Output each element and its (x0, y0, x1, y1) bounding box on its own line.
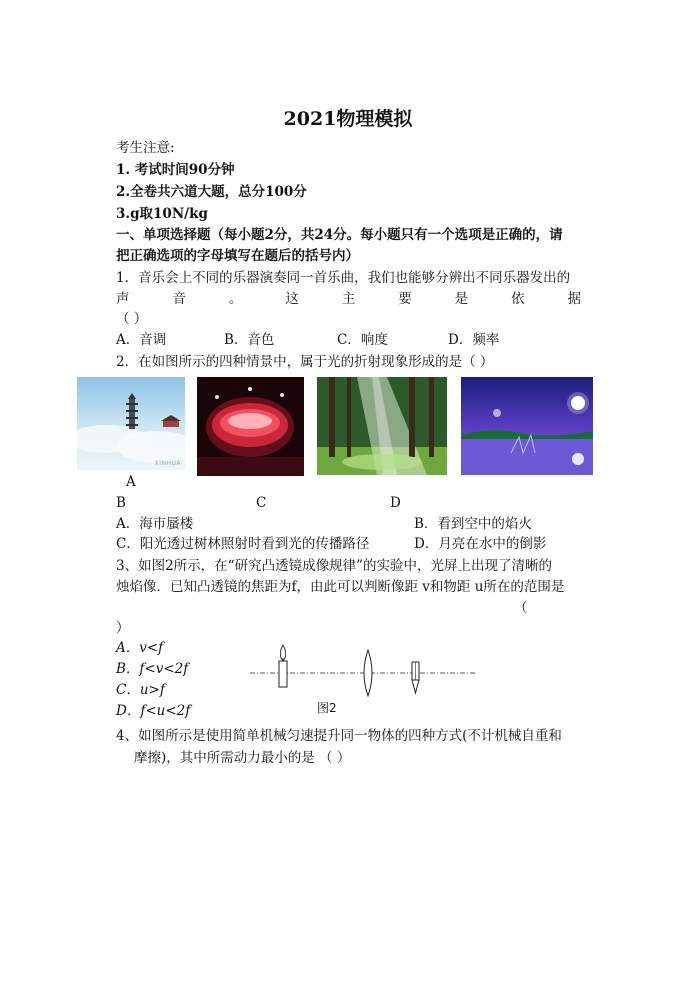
q2-option-d: D．月亮在水中的倒影 (414, 536, 547, 552)
q2-stem: 2．在如图所示的四种情景中，属于光的折射现象形成的是（ ） (116, 354, 494, 370)
forest-light-image (317, 377, 447, 475)
figure-2-caption: 图2 (317, 701, 337, 715)
lens-experiment-figure (250, 638, 480, 700)
q2-image-label-d: D (390, 495, 401, 511)
q1-word: 这 (285, 291, 299, 307)
q1-answer-bracket: （ ） (116, 311, 148, 327)
q1-option-d: D．频率 (448, 332, 500, 348)
q1-stem-line1: 1．音乐会上不同的乐器演奏同一首乐曲，我们也能够分辨出不同乐器发出的 (116, 270, 571, 286)
notice-item-3: 3.g取10N/kg (116, 206, 208, 222)
notice-item-2: 2.全卷共六道大题，总分100分 (116, 184, 307, 200)
q2-option-b: B．看到空中的焰火 (414, 516, 532, 532)
q1-word: 主 (341, 291, 356, 307)
q3-option-c: C．u>f (116, 682, 165, 698)
q3-stem-line1: 3、如图2所示，在“研究凸透镜成像规律”的实验中，光屏上出现了清晰的 (116, 558, 552, 574)
q1-option-b: B．音色 (224, 332, 275, 348)
mirage-image (77, 377, 185, 470)
q1-stem-line2 (116, 289, 581, 309)
q3-stem-line2: 烛焰像．已知凸透镜的焦距为f，由此可以判断像距 v和物距 u所在的范围是 (116, 579, 565, 595)
q1-word: 声 (116, 291, 130, 307)
notice-heading: 考生注意: (116, 140, 175, 156)
q1-word: 是 (454, 291, 469, 307)
q3-option-d: D．f<u<2f (116, 703, 191, 719)
q2-image-label-c: C (256, 495, 267, 511)
q2-image-label-a: A (126, 474, 136, 490)
notice-item-1: 1. 考试时间90分钟 (116, 162, 235, 178)
section1-heading-line1: 一、单项选择题（每小题2分，共24分。每小题只有一个选项是正确的，请 (116, 227, 563, 243)
q1-option-c: C．响度 (337, 332, 388, 348)
q1-option-a: A．音调 (116, 332, 167, 348)
q2-option-a: A．海市蜃楼 (116, 516, 194, 532)
q4-stem-line1: 4、如图所示是使用简单机械匀速提升同一物体的四种方式(不计机械自重和 (116, 728, 562, 744)
q3-option-a: A．v<f (116, 640, 164, 656)
q2-option-c: C．阳光透过树林照射时看到光的传播路径 (116, 536, 370, 552)
q4-stem-line2: 摩擦)，其中所需动力最小的是 （ ） (134, 750, 351, 766)
q1-word: 。 (228, 291, 243, 307)
watermark-text: XINHUA (154, 460, 181, 467)
q3-bracket-close: ） (116, 620, 130, 636)
q1-word: 据 (567, 291, 581, 307)
q3-option-b: B．f<v<2f (116, 661, 189, 677)
moon-reflection-image (461, 377, 593, 475)
q1-word: 依 (511, 291, 525, 307)
q3-bracket-open: （ (514, 600, 528, 616)
section1-heading-line2: 把正确选项的字母填写在题后的括号内） (116, 248, 359, 264)
page-title: 2021物理模拟 (283, 108, 413, 130)
q1-word: 要 (398, 291, 412, 307)
q1-word: 音 (172, 291, 186, 307)
fireworks-image (197, 377, 304, 476)
q2-image-label-b: B (116, 495, 126, 511)
